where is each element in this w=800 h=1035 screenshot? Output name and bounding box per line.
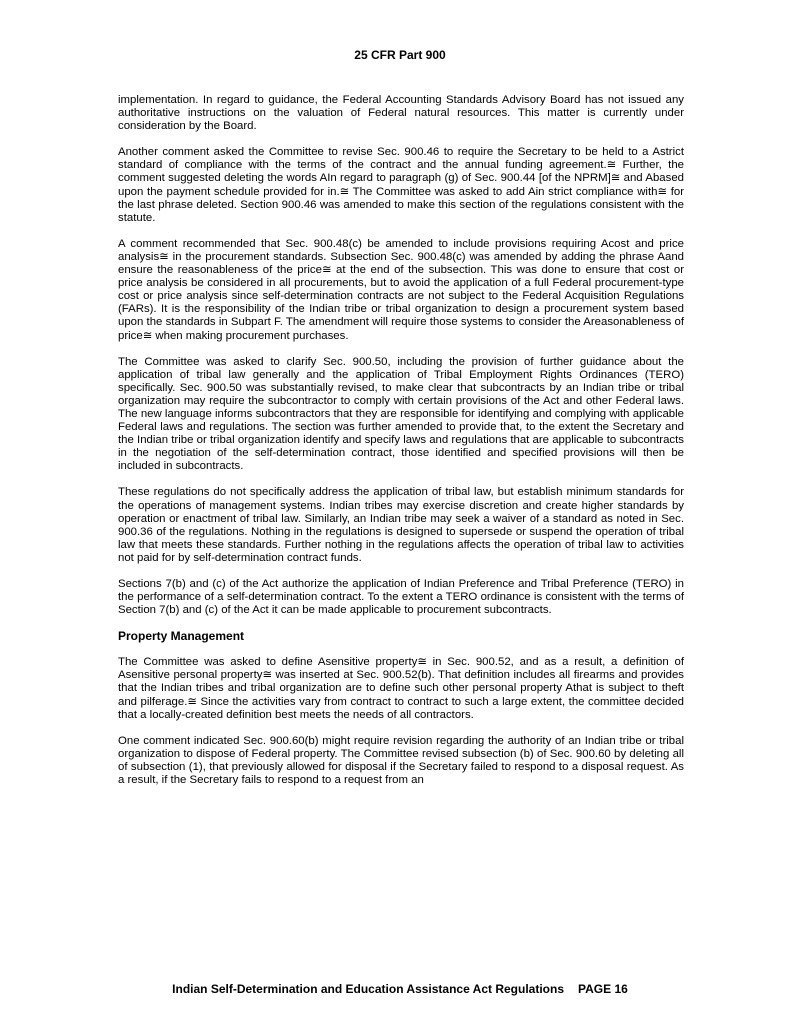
document-body: [118, 94, 684, 800]
page-number: PAGE 16: [578, 982, 628, 996]
paragraph: Another comment asked the Committee to revise Sec. 900.46 to require the Secretary to be held to a Astrict standard of compliance with the terms of the contract and the annual funding agreement.≅ Further, the comment suggested deleting the words AIn regard to paragraph (g) of Sec. 900.44 [of the NPRM]≅ and Abased upon the payment schedule provided for in.≅ The Committee was asked to add Ain strict compliance with≅ for the last phrase deleted. Section 900.46 was amended to make this section of the regulations consistent with the statute.: [118, 146, 684, 224]
page-footer: [0, 982, 800, 996]
paragraph: One comment indicated Sec. 900.60(b) might require revision regarding the authority of an Indian tribe or tribal organization to dispose of Federal property. The Committee revised subsection (b) of Sec. 900.60 by deleting all of subsection (1), that previously allowed for disposal if the Secretary failed to respond to a disposal request. As a result, if the Secretary fails to respond to a request from an: [118, 734, 684, 787]
paragraph: These regulations do not specifically address the application of tribal law, but establish minimum standards for the operations of management systems. Indian tribes may exercise discretion and create higher standards by operation or enactment of tribal law. Similarly, an Indian tribe may seek a waiver of a standard as noted in Sec. 900.36 of the regulations. Nothing in the regulations is designed to supersede or suspend the operation of tribal law that meets these standards. Further nothing in the regulations affects the operation of tribal law to activities not paid for by self-determination contract funds.: [118, 486, 684, 564]
paragraph: The Committee was asked to clarify Sec. 900.50, including the provision of further guidance about the application of tribal law generally and the application of Tribal Employment Rights Ordinances (TERO) specifically. Sec. 900.50 was substantially revised, to make clear that subcontracts by an Indian tribe or tribal organization may require the subcontractor to comply with certain provisions of the Act and other Federal laws. The new language informs subcontractors that they are responsible for identifying and complying with applicable Federal laws and regulations. The section was further amended to provide that, to the extent the Secretary and the Indian tribe or tribal organization identify and specify laws and regulations that are applicable to subcontracts in the negotiation of the self-determination contract, those identified and specified provisions will then be included in subcontracts.: [118, 355, 684, 473]
section-heading: Property Management: [118, 629, 245, 644]
paragraph: implementation. In regard to guidance, the Federal Accounting Standards Advisory Board has not issued any authoritative instructions on the valuation of Federal natural resources. This matter is currently under consideration by the Board.: [118, 94, 684, 133]
paragraph: A comment recommended that Sec. 900.48(c) be amended to include provisions requiring Acost and price analysis≅ in the procurement standards. Subsection Sec. 900.48(c) was amended by adding the phrase Aand ensure the reasonableness of the price≅ at the end of the subsection. This was done to ensure that cost or price analysis be considered in all procurements, but to avoid the application of a full Federal procurement-type cost or price analysis since self-determination contracts are not subject to the Federal Acquisition Regulations (FARs). It is the responsibility of the Indian tribe or tribal organization to design a procurement system based upon the standards in Subpart F. The amendment will require those systems to consider the Areasonableness of price≅ when making procurement purchases.: [118, 237, 684, 342]
paragraph: Sections 7(b) and (c) of the Act authorize the application of Indian Preference and Tribal Preference (TERO) in the performance of a self-determination contract. To the extent a TERO ordinance is consistent with the terms of Section 7(b) and (c) of the Act it can be made applicable to procurement subcontracts.: [118, 578, 684, 617]
footer-title: Indian Self-Determination and Education Assistance Act Regulations: [172, 982, 565, 996]
paragraph: The Committee was asked to define Asensitive property≅ in Sec. 900.52, and as a result, a definition of Asensitive personal property≅ was inserted at Sec. 900.52(b). That definition includes all firearms and provides that the Indian tribes and tribal organization are to define such other personal property Athat is subject to theft and pilferage.≅ Since the activities vary from contract to contract to such a large extent, the committee decided that a locally-created definition best meets the needs of all contractors.: [118, 656, 684, 721]
page-header: 25 CFR Part 900: [354, 48, 446, 62]
